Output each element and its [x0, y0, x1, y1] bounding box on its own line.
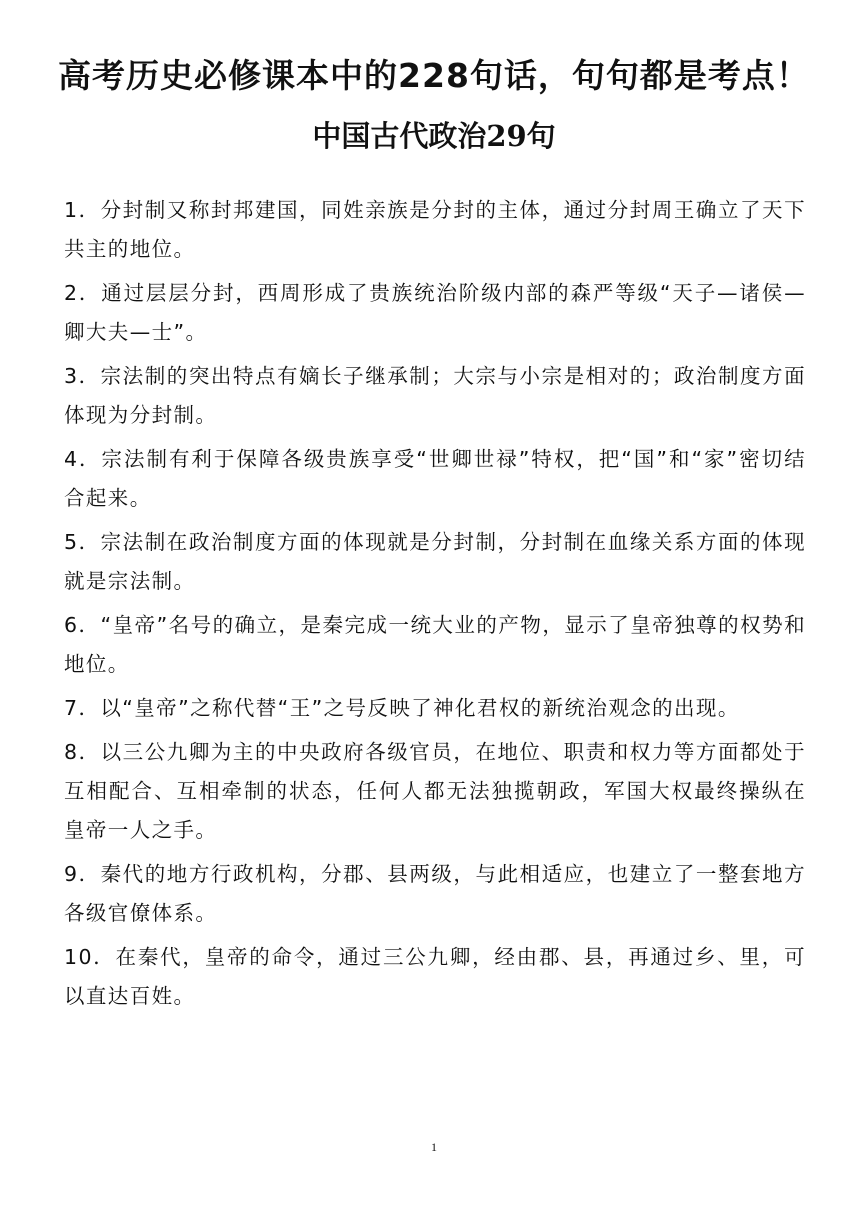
list-item: 2．通过层层分封，西周形成了贵族统治阶级内部的森严等级“天子—诸侯—卿大夫—士”。 — [64, 281, 806, 344]
list-item: 1．分封制又称封邦建国，同姓亲族是分封的主体，通过分封周王确立了天下共主的地位。 — [64, 198, 806, 261]
list-item: 5．宗法制在政治制度方面的体现就是分封制，分封制在血缘关系方面的体现就是宗法制。 — [64, 530, 806, 593]
list-item: 4．宗法制有利于保障各级贵族享受“世卿世禄”特权，把“国”和“家”密切结合起来。 — [64, 447, 806, 510]
list-item: 8．以三公九卿为主的中央政府各级官员，在地位、职责和权力等方面都处于互相配合、互相牵制的状态，任何人都无法独揽朝政，军国大权最终操纵在皇帝一人之手。 — [64, 740, 806, 842]
page-title: 高考历史必修课本中的228句话，句句都是考点！ — [58, 56, 810, 95]
list-item: 3．宗法制的突出特点有嫡长子继承制；大宗与小宗是相对的；政治制度方面体现为分封制。 — [64, 364, 806, 427]
sentence-list — [64, 191, 806, 1021]
list-item: 7．以“皇帝”之称代替“王”之号反映了神化君权的新统治观念的出现。 — [64, 696, 740, 720]
list-item: 9．秦代的地方行政机构，分郡、县两级，与此相适应，也建立了一整套地方各级官僚体系。 — [64, 862, 806, 925]
page-number: 1 — [431, 1140, 437, 1154]
list-item: 10．在秦代，皇帝的命令，通过三公九卿，经由郡、县，再通过乡、里，可以直达百姓。 — [64, 945, 806, 1008]
list-item: 6．“皇帝”名号的确立，是秦完成一统大业的产物，显示了皇帝独尊的权势和地位。 — [64, 613, 806, 676]
section-title: 中国古代政治29句 — [312, 119, 556, 153]
